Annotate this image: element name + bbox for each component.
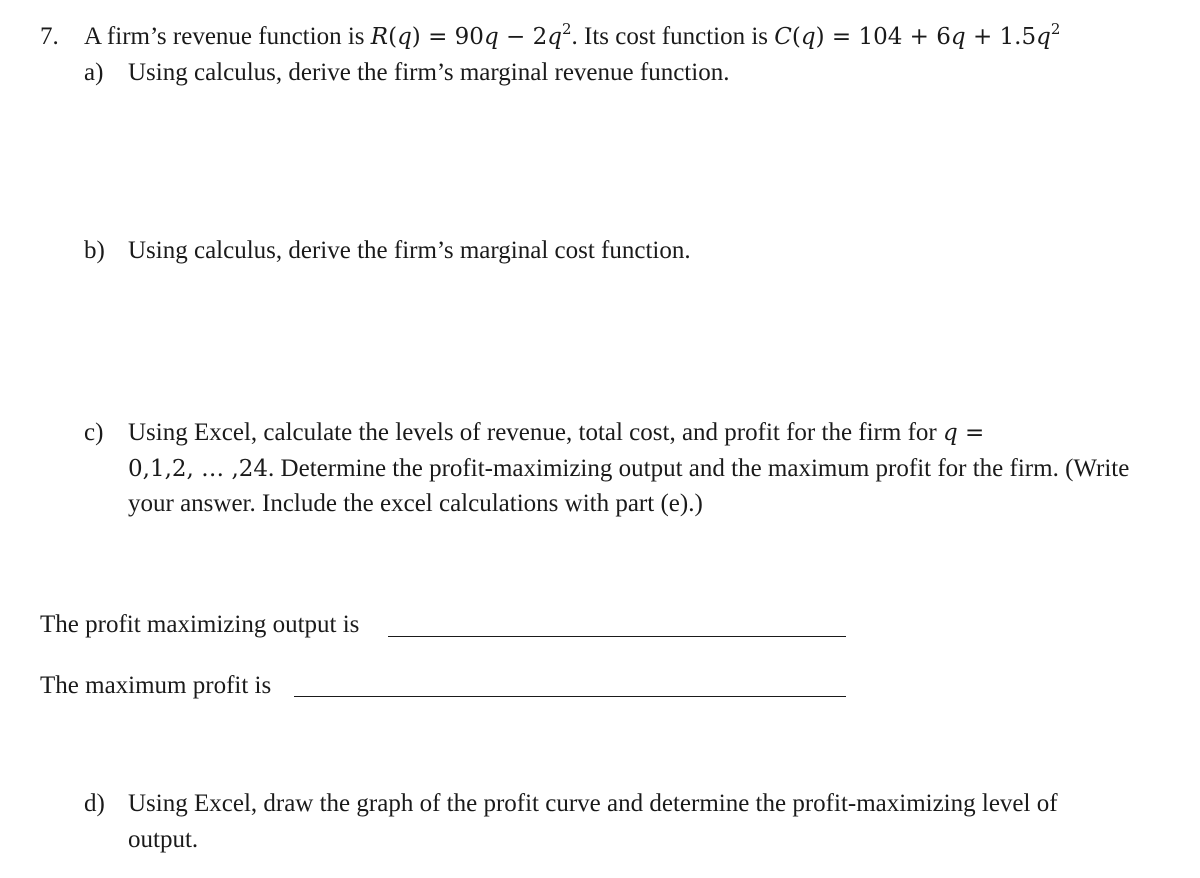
question-intro [84, 20, 1061, 50]
profit-max-output-label: The profit maximizing output is [40, 611, 360, 638]
part-d-label: d) [84, 790, 105, 817]
intro-text-1: A firm’s revenue function is [84, 23, 371, 50]
part-c-label: c) [84, 419, 104, 446]
part-c-line-3: your answer. Include the excel calculations with part (e).) [128, 490, 703, 517]
part-c-line-2: 0,1,2, … ,24. Determine the profit-maximizing output and the maximum profit for the firm. (Write [128, 455, 1130, 482]
part-d-line-2: output. [128, 826, 199, 853]
max-profit-blank[interactable] [294, 696, 846, 697]
part-d-line-1: Using Excel, draw the graph of the profit curve and determine the profit-maximizing level of [128, 790, 1058, 817]
part-b-text: Using calculus, derive the firm’s marginal cost function. [128, 237, 691, 264]
question-number: 7. [40, 23, 59, 50]
revenue-function: $R(q) = 90q - 2q^2$ [370, 20, 572, 50]
profit-max-output-blank[interactable] [388, 636, 846, 637]
part-a-label: a) [84, 59, 104, 86]
intro-text-2: . Its cost function is [571, 23, 775, 50]
part-c-variable: q [942, 420, 958, 446]
part-c-line-1: Using Excel, calculate the levels of revenue, total cost, and profit for the firm for q = [128, 419, 985, 446]
max-profit-label: The maximum profit is [40, 672, 272, 699]
cost-function: $C(q) = 104 + 6q + 1.5q^2$ [774, 20, 1061, 50]
part-c-range: 0,1,2, … ,24 [128, 456, 269, 482]
part-b-label: b) [84, 237, 105, 264]
part-a-text: Using calculus, derive the firm’s marginal revenue function. [128, 59, 730, 86]
